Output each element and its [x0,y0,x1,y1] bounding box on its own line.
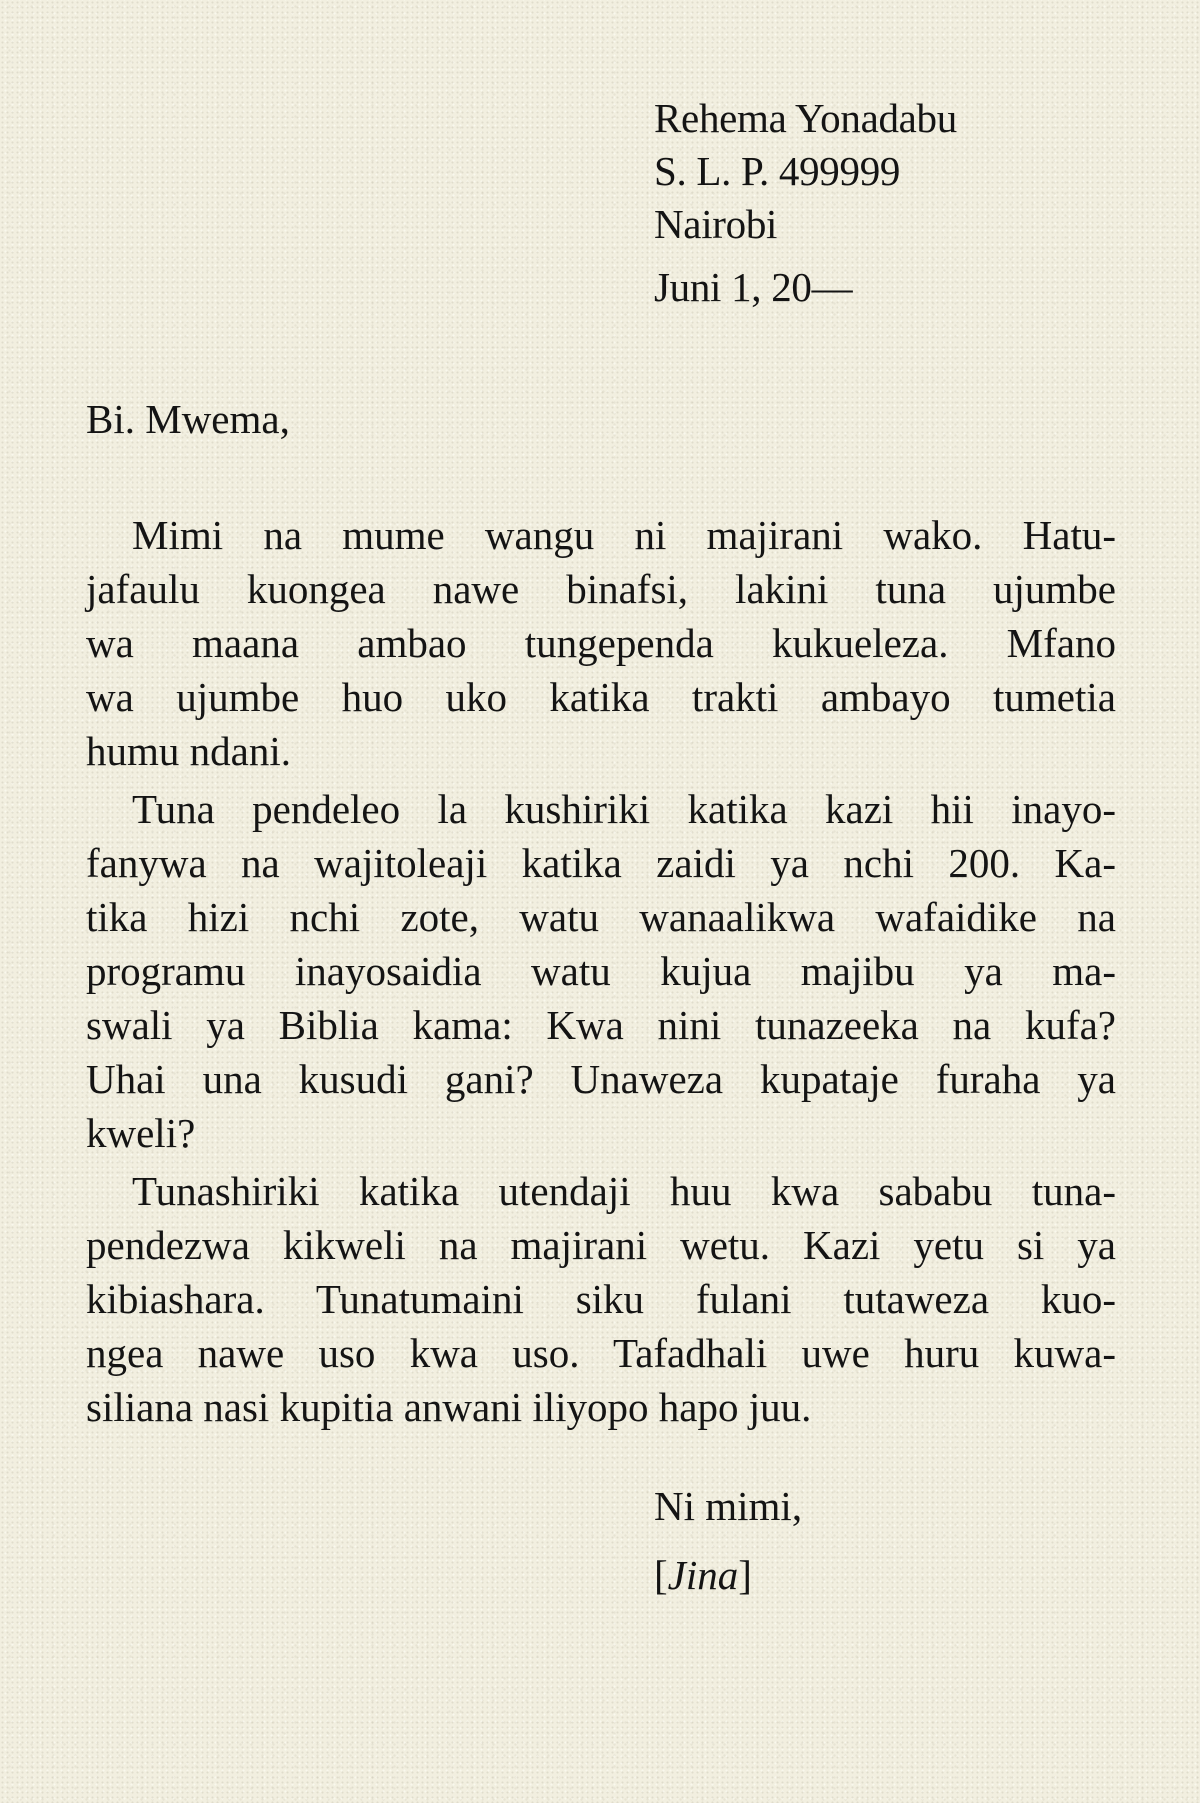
signature-open-bracket: [ [654,1552,668,1598]
letter-body [86,508,1116,1438]
body-line: wa ujumbe huo uko katika trakti ambayo tumetia [86,674,1116,720]
body-line: Tuna pendeleo la kushiriki katika kazi hii inayo- [132,786,1116,832]
sender-address-block [654,92,957,314]
body-line: kweli? [86,1110,196,1156]
body-line: tika hizi nchi zote, watu wanaalikwa wafaidike na [86,894,1116,940]
body-line: humu ndani. [86,728,291,774]
body-line: swali ya Biblia kama: Kwa nini tunazeeka na kufa? [86,1002,1116,1048]
body-line: fanywa na wajitoleaji katika zaidi ya nchi 200. Ka- [86,840,1116,886]
sender-name: Rehema Yonadabu [654,95,957,141]
signature-placeholder [654,1549,802,1602]
body-line: Tunashiriki katika utendaji huu kwa sababu tuna- [132,1168,1116,1214]
salutation: Bi. Mwema, [86,396,290,442]
body-line: siliana nasi kupitia anwani iliyopo hapo juu. [86,1384,812,1430]
body-line: Uhai una kusudi gani? Unaweza kupataje furaha ya [86,1056,1116,1102]
body-line: ngea nawe uso kwa uso. Tafadhali uwe huru kuwa- [86,1330,1116,1376]
closing-block [654,1480,802,1602]
sender-city: Nairobi [654,201,778,247]
body-line: pendezwa kikweli na majirani wetu. Kazi yetu si ya [86,1222,1116,1268]
paragraph-1 [86,508,1116,778]
body-line: programu inayosaidia watu kujua majibu ya ma- [86,948,1116,994]
body-line: wa maana ambao tungependa kukueleza. Mfano [86,620,1116,666]
closing-phrase: Ni mimi, [654,1483,803,1529]
letter-date: Juni 1, 20— [654,264,853,310]
body-line: jafaulu kuongea nawe binafsi, lakini tuna ujumbe [86,566,1116,612]
body-line: kibiashara. Tunatumaini siku fulani tutaweza kuo- [86,1276,1116,1322]
sender-po-box: S. L. P. 499999 [654,148,901,194]
paragraph-3 [86,1164,1116,1434]
signature-close-bracket: ] [738,1552,752,1598]
body-line: Mimi na mume wangu ni majirani wako. Hatu- [132,512,1116,558]
signature-name-placeholder: Jina [667,1552,739,1598]
paragraph-2 [86,782,1116,1160]
